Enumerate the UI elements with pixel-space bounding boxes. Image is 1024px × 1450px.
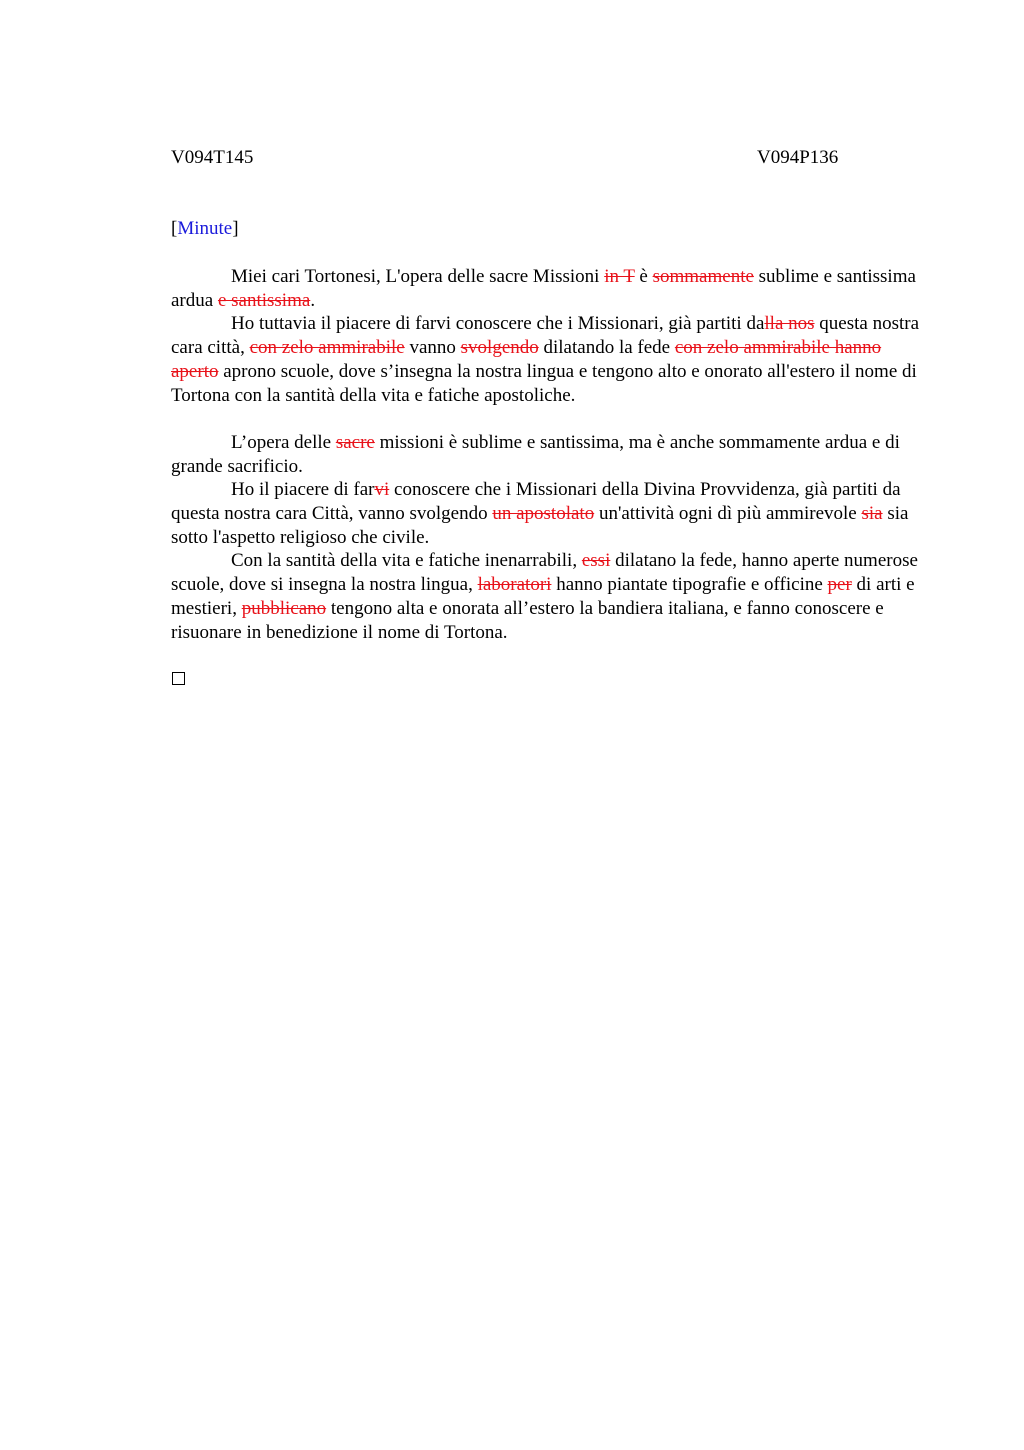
deleted-text: essi bbox=[581, 550, 611, 572]
paragraph bbox=[171, 265, 931, 312]
deleted-text: e santissima bbox=[217, 289, 311, 311]
minute-link[interactable]: Minute bbox=[177, 218, 233, 239]
deleted-text: laboratori bbox=[477, 574, 552, 596]
minute-close-bracket: ] bbox=[232, 218, 239, 239]
text-run: L’opera delle bbox=[231, 431, 336, 453]
deleted-text: sommamente bbox=[652, 266, 754, 287]
deleted-text: sacre bbox=[335, 431, 375, 453]
text-run: dilatano la fede, hanno aperte numerose scuole, dove si insegna la nostra lingua, bbox=[171, 550, 918, 596]
text-run: Miei cari Tortonesi, L'opera delle sacre Missioni bbox=[231, 266, 605, 287]
end-of-text-checkbox-icon bbox=[172, 672, 185, 685]
text-run: aprono scuole, dove s’insegna la nostra lingua e tengono alto e onorato all'estero il nome di Tortona con la santità della vita e fatiche apostoliche. bbox=[171, 360, 917, 406]
text-run: sia sotto l'aspetto religioso che civile. bbox=[171, 503, 909, 548]
document-ref-left: V094T145 bbox=[171, 147, 254, 168]
text-run: è bbox=[634, 266, 653, 287]
minute-label bbox=[171, 217, 239, 241]
text-run: dilatando la fede bbox=[538, 337, 675, 359]
text-run: Con la santità della vita e fatiche inenarrabili, bbox=[231, 550, 582, 572]
deleted-text: pubblicano bbox=[241, 597, 327, 619]
text-run: hanno piantate tipografie e officine bbox=[551, 574, 828, 596]
text-run: vanno bbox=[404, 337, 461, 359]
text-run: un'attività ogni dì più ammirevole bbox=[594, 503, 862, 525]
paragraph-gap bbox=[171, 407, 931, 431]
text-run: di arti e mestieri, bbox=[171, 574, 915, 619]
text-run: . bbox=[310, 289, 316, 311]
text-run: Ho tuttavia il piacere di farvi conoscere che i Missionari, già partiti da bbox=[231, 313, 765, 335]
deleted-text: per bbox=[827, 574, 852, 596]
deleted-text: in T bbox=[604, 266, 635, 287]
deleted-text: sia bbox=[861, 503, 883, 525]
deleted-text: con zelo ammirabile hanno aperto bbox=[171, 337, 882, 382]
deleted-text: vi bbox=[374, 479, 390, 501]
deleted-text: con zelo ammirabile bbox=[249, 337, 405, 359]
text-run: tengono alta e onorata all’estero la bandiera italiana, e fanno conoscere e risuonare in benedizione il nome di Tortona. bbox=[171, 597, 884, 643]
text-run: Ho il piacere di far bbox=[231, 479, 375, 501]
text-run: missioni è sublime e santissima, ma è anche sommamente ardua e di grande sacrificio. bbox=[171, 431, 900, 477]
paragraph bbox=[171, 312, 931, 407]
deleted-text: lla nos bbox=[764, 313, 815, 335]
text-run: questa nostra cara città, bbox=[171, 313, 920, 359]
minute-open-bracket: [ bbox=[171, 218, 178, 239]
document-ref-right: V094P136 bbox=[757, 147, 839, 168]
deleted-text: svolgendo bbox=[460, 337, 539, 359]
paragraph bbox=[171, 549, 931, 644]
text-run: conoscere che i Missionari della Divina Provvidenza, già partiti da questa nostra cara Città, vanno svolgendo bbox=[171, 479, 901, 525]
paragraph bbox=[171, 431, 931, 478]
letter-body bbox=[171, 265, 931, 644]
paragraph bbox=[171, 478, 931, 549]
deleted-text: un apostolato bbox=[492, 503, 595, 525]
text-run: sublime e santissima ardua bbox=[171, 266, 916, 311]
